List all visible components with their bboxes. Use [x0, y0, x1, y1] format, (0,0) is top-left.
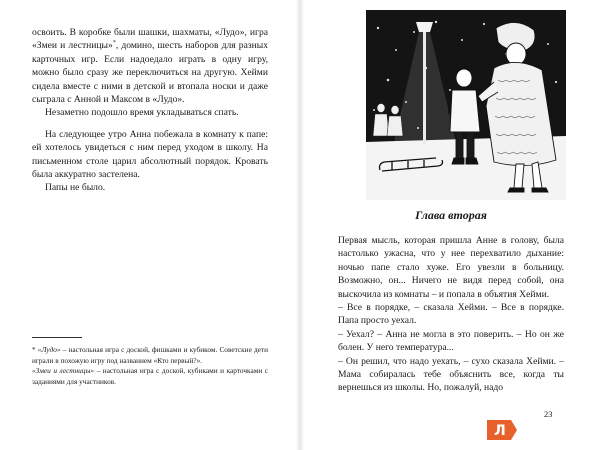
text-line: , домино, шесть наборов	[115, 40, 219, 52]
dialogue-line: – Он решил, что надо уехать, – сухо сказала Хейми. – Мама собиралась тебе объяснить все, когда ты вернешься из школы. Но, пожалуй, надо	[338, 355, 564, 394]
footnote-text: – настольная игра с доской, фишками и кубиком. Советские дети играли в похожую игру под названием «Кто первый?».	[32, 345, 268, 365]
paragraph-3: На следующее утро Анна побежала в комнату к папе: ей хотелось увидеться с ним перед уходом в школу. На письменном столе царил абсолютный порядок. Кровать была аккуратно застелена.	[32, 128, 268, 181]
paragraph-1: Первая мысль, которая пришла Анне в голову, была настолько ужасна, что у нее перехватило дыхание: ночью папе стало хуже. Его увезли в больницу. Возможно, он... Ничего не видя перед собой, она выскочила из комнаты – и попала в объятия Хейми.	[338, 235, 564, 300]
paragraph-1	[32, 26, 268, 106]
footnote	[32, 345, 268, 387]
left-page	[0, 0, 298, 450]
left-page-text	[32, 26, 268, 195]
text-line: в «Лудо».	[145, 94, 185, 106]
text-line: для разных карточных игр. Если надоедало играть	[32, 40, 269, 65]
right-page-text	[338, 234, 564, 395]
footnote-ludo	[32, 345, 268, 366]
footnote-text: – настольная игра с доской, кубиками и карточками с заданиями для участников.	[32, 366, 269, 386]
logo-letter: Л	[494, 423, 506, 439]
publisher-logo-icon	[485, 418, 519, 442]
dialogue-line: – Уехал? – Анна не могла в это поверить. – Но он же болен. У него температура...	[338, 328, 564, 354]
book-gutter	[296, 0, 304, 450]
footnote-snakes	[32, 366, 268, 387]
page-number: 23	[544, 410, 553, 419]
illustration-snowy-street	[366, 10, 566, 200]
footnote-term: «Змеи и лестницы»	[32, 366, 95, 376]
text-line: освоить. В коробке были шашки, шахматы, «Лудо»,	[32, 27, 247, 38]
text-line: игра «Змеи и лестницы»	[32, 27, 269, 52]
text-line: в одну игру, можно было сразу же переключиться на	[32, 53, 269, 79]
paragraph-4: Папы не было.	[45, 182, 106, 194]
text-line: и втопала носки и даже сыграла с Анной и Максом	[32, 80, 268, 106]
chapter-title: Глава вторая	[415, 208, 487, 222]
footnote-divider	[32, 337, 82, 338]
footnote-term: «Лудо»	[37, 345, 61, 354]
paragraph-2: Незаметно подошло время укладываться спать.	[45, 107, 239, 119]
dialogue-line: – Все в порядке, – сказала Хейми. – Все в порядке. Папа просто уехал.	[338, 302, 564, 327]
footnote-marker: *	[112, 40, 116, 47]
text-line: другую. Хейми сидела вместе с ними в детской	[32, 67, 269, 92]
footnote-asterisk: *	[32, 345, 38, 354]
